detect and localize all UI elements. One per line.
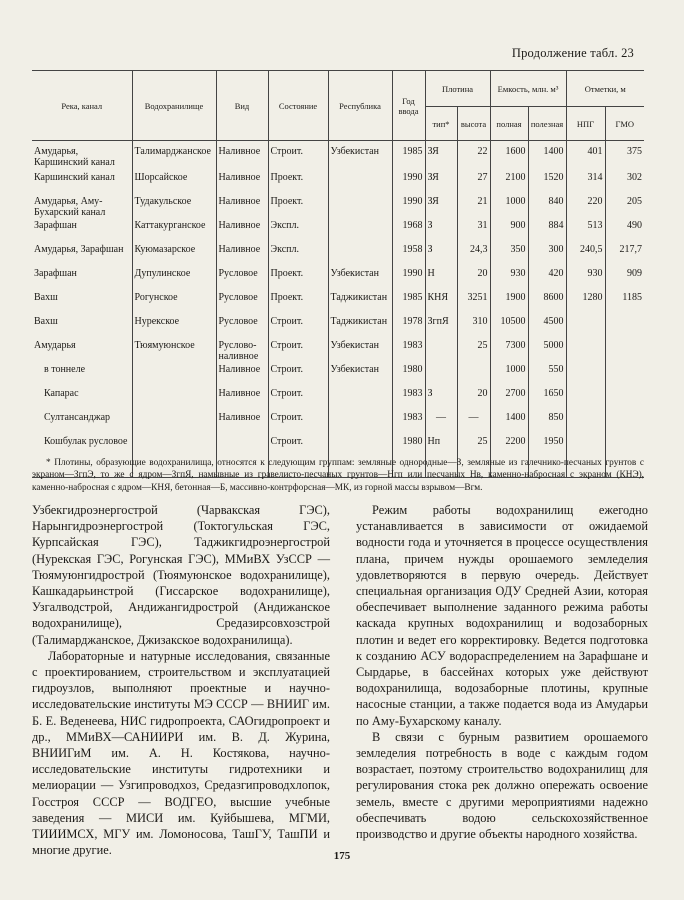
header-dam: Плотина xyxy=(425,71,490,107)
cell-reservoir xyxy=(132,387,216,411)
cell-type: Русловое xyxy=(216,315,268,339)
cell-year: 1968 xyxy=(392,219,425,243)
header-gmo: ГМО xyxy=(605,107,644,141)
cell-river: Султансанджар xyxy=(44,412,111,423)
cell-river: Каршинский канал xyxy=(34,172,115,183)
cell-dam-type: ЗЯ xyxy=(425,195,457,219)
cell-gmo: 909 xyxy=(605,267,644,291)
cell-npg xyxy=(566,363,605,387)
cell-full: 7300 xyxy=(490,339,528,363)
cell-river: Зарафшан xyxy=(34,268,77,279)
cell-height: 24,3 xyxy=(457,243,490,267)
cell-republic xyxy=(328,387,392,411)
cell-reservoir: Куюмазарское xyxy=(132,243,216,267)
cell-republic: Узбекистан xyxy=(328,363,392,387)
cell-useful: 1650 xyxy=(528,387,566,411)
cell-useful: 300 xyxy=(528,243,566,267)
header-marks: Отметки, м xyxy=(566,71,644,107)
paragraph: Режим работы водохранилищ ежегодно устанавливается в зависимости от ожидаемой водности года и уточняется в процессе осуществления плана, причем нужды орошаемого земледелия удовлетворяются в первую очередь. Действует специальная организация ОДУ Средней Азии, которая обеспечивает выполнение заданного режима работы каскада крупных водохранилищ и водозаборных плотин и ведет его корректировку. Ведется подготовка к созданию АСУ водораспределением на Зарафшане и Сырдарье, в бассейнах которых уже действуют водохранилища, водозаборные плотины, крупные насосные станции, а также подается вода из Амударьи по Аму-Бухарскому каналу. xyxy=(356,503,648,728)
cell-gmo: 490 xyxy=(605,219,644,243)
cell-gmo xyxy=(605,315,644,339)
table-row xyxy=(32,195,644,219)
cell-type: Наливное xyxy=(216,171,268,195)
cell-type: Наливное xyxy=(216,219,268,243)
header-type: Вид xyxy=(216,71,268,141)
cell-npg xyxy=(566,387,605,411)
cell-full: 930 xyxy=(490,267,528,291)
cell-republic: Узбекистан xyxy=(328,267,392,291)
cell-gmo xyxy=(605,363,644,387)
header-npg: НПГ xyxy=(566,107,605,141)
cell-gmo xyxy=(605,387,644,411)
cell-river: Амударья, Аму-Бухарский канал xyxy=(34,196,106,218)
cell-river: Вахш xyxy=(34,316,58,327)
cell-year: 1985 xyxy=(392,291,425,315)
cell-height: 21 xyxy=(457,195,490,219)
cell-year: 1980 xyxy=(392,435,425,477)
cell-full: 10500 xyxy=(490,315,528,339)
cell-useful: 1950 xyxy=(528,435,566,477)
cell-reservoir: Тюямуюнское xyxy=(132,339,216,363)
cell-npg: 401 xyxy=(566,141,605,172)
header-capacity: Емкость, млн. м³ xyxy=(490,71,566,107)
reservoir-table xyxy=(32,70,644,477)
cell-dam-type: — xyxy=(425,411,457,435)
cell-height xyxy=(457,363,490,387)
cell-useful: 8600 xyxy=(528,291,566,315)
cell-reservoir: Дупулинское xyxy=(132,267,216,291)
cell-year: 1983 xyxy=(392,387,425,411)
cell-height: — xyxy=(457,411,490,435)
cell-type: Наливное xyxy=(216,363,268,387)
table-row xyxy=(32,363,644,387)
paragraph: Лабораторные и натурные исследования, связанные с проектированием, строительством и эксплуатацией гидроузлов, выполняют проектные и научно-исследовательские институты МЭ СССР — ВНИИГ им. Б. Е. Веденеева, НИС гидропроекта, САОгидропроект и др., ММиВХ—САНИИРИ им. В. Д. Журина, ВНИИГиМ им. А. Н. Костякова, научно-исследовательские институты гидротехники и мелиорации — Узгипроводхоз, Средазгипроводхлопок, Госстроя СССР — ВОДГЕО, высшие учебные заведения — МИСИ им. Куйбышева, МГМИ, ТИИИМСХ, МГУ им. Ломоносова, ТашГУ, ТашПИ и многие другие. xyxy=(32,648,330,858)
paragraph: Узбекгидроэнергострой (Чарвакская ГЭС), Нарынгидроэнергострой (Токтогульская ГЭС, Курпсайская ГЭС), Таджикгидроэнергострой (Нурекская ГЭС, Рогунская ГЭС), ММиВХ УзССР — Тюямуюнгидрострой (Тюямуюнское водохранилище), Кашкадарьинстрой (Гиссарское водохранилище), Узгалводстрой, Андижангидрострой (Андижанское водохранилище), Средазирсовхозстрой (Талимарджанское, Джизакское водохранилища). xyxy=(32,503,330,647)
cell-type: Наливное xyxy=(216,411,268,435)
cell-npg xyxy=(566,339,605,363)
cell-state: Строит. xyxy=(268,411,328,435)
cell-full: 1900 xyxy=(490,291,528,315)
cell-year: 1990 xyxy=(392,267,425,291)
paragraph: В связи с бурным развитием орошаемого земледелия потребность в воде с каждым годом возрастает, поэтому строительство водохранилищ для регулирования стока рек должно опережать освоение земель, вместе с другими мероприятиями надежно обеспечивать водою сельскохозяйственное производство и другие объекты народного хозяйства. xyxy=(356,729,648,842)
cell-republic xyxy=(328,243,392,267)
table-row xyxy=(32,219,644,243)
cell-river: Кошбулак русловое xyxy=(44,436,128,447)
cell-useful: 840 xyxy=(528,195,566,219)
cell-year: 1983 xyxy=(392,339,425,363)
cell-dam-type: З xyxy=(425,387,457,411)
cell-reservoir: Рогунское xyxy=(132,291,216,315)
cell-useful: 4500 xyxy=(528,315,566,339)
cell-height: 20 xyxy=(457,267,490,291)
cell-reservoir: Нурекское xyxy=(132,315,216,339)
cell-type: Руслово-наливное xyxy=(216,339,268,363)
cell-gmo: 1185 xyxy=(605,291,644,315)
cell-useful: 420 xyxy=(528,267,566,291)
table-row xyxy=(32,141,644,172)
right-column xyxy=(356,502,648,842)
cell-state: Строит. xyxy=(268,363,328,387)
cell-full: 2100 xyxy=(490,171,528,195)
cell-river: Амударья xyxy=(34,340,76,351)
cell-dam-type: КНЯ xyxy=(425,291,457,315)
cell-type: Наливное xyxy=(216,141,268,172)
cell-full: 1400 xyxy=(490,411,528,435)
table-row xyxy=(32,243,644,267)
header-capacity-useful: полезная xyxy=(528,107,566,141)
cell-useful: 1520 xyxy=(528,171,566,195)
table-row xyxy=(32,411,644,435)
cell-state: Экспл. xyxy=(268,219,328,243)
cell-republic: Узбекистан xyxy=(328,141,392,172)
cell-dam-type: Нп xyxy=(425,435,457,477)
cell-river: Вахш xyxy=(34,292,58,303)
cell-republic: Таджикистан xyxy=(328,315,392,339)
cell-gmo: 302 xyxy=(605,171,644,195)
table-row xyxy=(32,267,644,291)
cell-gmo: 205 xyxy=(605,195,644,219)
cell-dam-type xyxy=(425,363,457,387)
cell-reservoir: Тудакульское xyxy=(132,195,216,219)
cell-state: Проект. xyxy=(268,171,328,195)
cell-gmo: 375 xyxy=(605,141,644,172)
cell-state: Строит. xyxy=(268,141,328,172)
cell-height: 310 xyxy=(457,315,490,339)
cell-republic xyxy=(328,195,392,219)
cell-republic xyxy=(328,171,392,195)
cell-year: 1958 xyxy=(392,243,425,267)
table-row xyxy=(32,315,644,339)
cell-state: Строит. xyxy=(268,315,328,339)
cell-year: 1990 xyxy=(392,195,425,219)
cell-dam-type: З xyxy=(425,243,457,267)
cell-npg: 240,5 xyxy=(566,243,605,267)
cell-npg xyxy=(566,315,605,339)
table-footnote: * Плотины, образующие водохранилища, относятся к следующим группам: земляные однородные—З, земляные из галечнико-песчаных грунтов с экраном—ЗгпЭ, то же с ядром—ЗгпЯ, намывные из гравелисто-песчаных грунтов—Нгп или песчаных Нв, каменно-набросная с экраном (КНЭ), каменно-набросная с ядром—КНЯ, бетонная—Б, массивно-контрфорсная—МК, из горной массы взрывом—Вгм. xyxy=(32,458,644,493)
reservoir-table-wrapper xyxy=(32,70,644,478)
cell-useful: 884 xyxy=(528,219,566,243)
cell-river: Зарафшан xyxy=(34,220,77,231)
cell-full: 1000 xyxy=(490,195,528,219)
cell-reservoir xyxy=(132,363,216,387)
cell-year: 1978 xyxy=(392,315,425,339)
cell-state: Проект. xyxy=(268,291,328,315)
cell-reservoir: Талимарджанское xyxy=(132,141,216,172)
cell-reservoir: Шорсайское xyxy=(132,171,216,195)
cell-type: Наливное xyxy=(216,387,268,411)
cell-river: Капарас xyxy=(44,388,79,399)
header-reservoir: Водохранилище xyxy=(132,71,216,141)
header-state: Состояние xyxy=(268,71,328,141)
cell-republic: Узбекистан xyxy=(328,339,392,363)
page-number: 175 xyxy=(333,850,351,862)
cell-height: 22 xyxy=(457,141,490,172)
cell-dam-type: ЗгпЯ xyxy=(425,315,457,339)
cell-river: Амударья, Зарафшан xyxy=(34,244,124,255)
cell-reservoir xyxy=(132,411,216,435)
cell-full: 350 xyxy=(490,243,528,267)
header-year: Год ввода xyxy=(392,71,425,141)
cell-useful: 550 xyxy=(528,363,566,387)
table-row xyxy=(32,171,644,195)
cell-full: 2700 xyxy=(490,387,528,411)
cell-type: Наливное xyxy=(216,195,268,219)
cell-npg xyxy=(566,411,605,435)
cell-republic: Таджикистан xyxy=(328,291,392,315)
cell-npg: 314 xyxy=(566,171,605,195)
cell-year: 1983 xyxy=(392,411,425,435)
cell-npg: 1280 xyxy=(566,291,605,315)
cell-state: Строит. xyxy=(268,387,328,411)
cell-useful: 5000 xyxy=(528,339,566,363)
cell-height: 20 xyxy=(457,387,490,411)
cell-height: 25 xyxy=(457,339,490,363)
header-dam-type: тип* xyxy=(425,107,457,141)
cell-state: Проект. xyxy=(268,195,328,219)
cell-year: 1985 xyxy=(392,141,425,172)
cell-height: 3251 xyxy=(457,291,490,315)
table-row xyxy=(32,387,644,411)
cell-state: Строит. xyxy=(268,435,328,477)
cell-height: 27 xyxy=(457,171,490,195)
cell-type: Наливное xyxy=(216,243,268,267)
cell-dam-type: ЗЯ xyxy=(425,141,457,172)
cell-dam-type: З xyxy=(425,219,457,243)
cell-npg: 513 xyxy=(566,219,605,243)
header-river: Река, канал xyxy=(32,71,132,141)
cell-useful: 1400 xyxy=(528,141,566,172)
cell-npg: 220 xyxy=(566,195,605,219)
header-capacity-full: полная xyxy=(490,107,528,141)
cell-river: Амударья, Каршинский канал xyxy=(34,146,115,168)
cell-full: 900 xyxy=(490,219,528,243)
table-continuation-title: Продолжение табл. 23 xyxy=(511,46,634,60)
cell-height: 31 xyxy=(457,219,490,243)
cell-republic xyxy=(328,411,392,435)
cell-year: 1980 xyxy=(392,363,425,387)
cell-state: Строит. xyxy=(268,339,328,363)
table-row xyxy=(32,291,644,315)
cell-dam-type: Н xyxy=(425,267,457,291)
cell-reservoir: Каттакурганское xyxy=(132,219,216,243)
cell-type: Русловое xyxy=(216,267,268,291)
header-republic: Республика xyxy=(328,71,392,141)
cell-river: в тоннеле xyxy=(44,364,86,375)
cell-type: Русловое xyxy=(216,291,268,315)
cell-full: 1000 xyxy=(490,363,528,387)
cell-state: Экспл. xyxy=(268,243,328,267)
cell-dam-type xyxy=(425,339,457,363)
cell-gmo xyxy=(605,411,644,435)
cell-useful: 850 xyxy=(528,411,566,435)
cell-republic xyxy=(328,219,392,243)
cell-full: 2200 xyxy=(490,435,528,477)
cell-gmo: 217,7 xyxy=(605,243,644,267)
cell-gmo xyxy=(605,339,644,363)
cell-year: 1990 xyxy=(392,171,425,195)
left-column xyxy=(32,502,330,858)
cell-full: 1600 xyxy=(490,141,528,172)
header-dam-height: высота xyxy=(457,107,490,141)
table-row xyxy=(32,339,644,363)
cell-dam-type: ЗЯ xyxy=(425,171,457,195)
cell-npg: 930 xyxy=(566,267,605,291)
cell-height: 25 xyxy=(457,435,490,477)
cell-state: Проект. xyxy=(268,267,328,291)
